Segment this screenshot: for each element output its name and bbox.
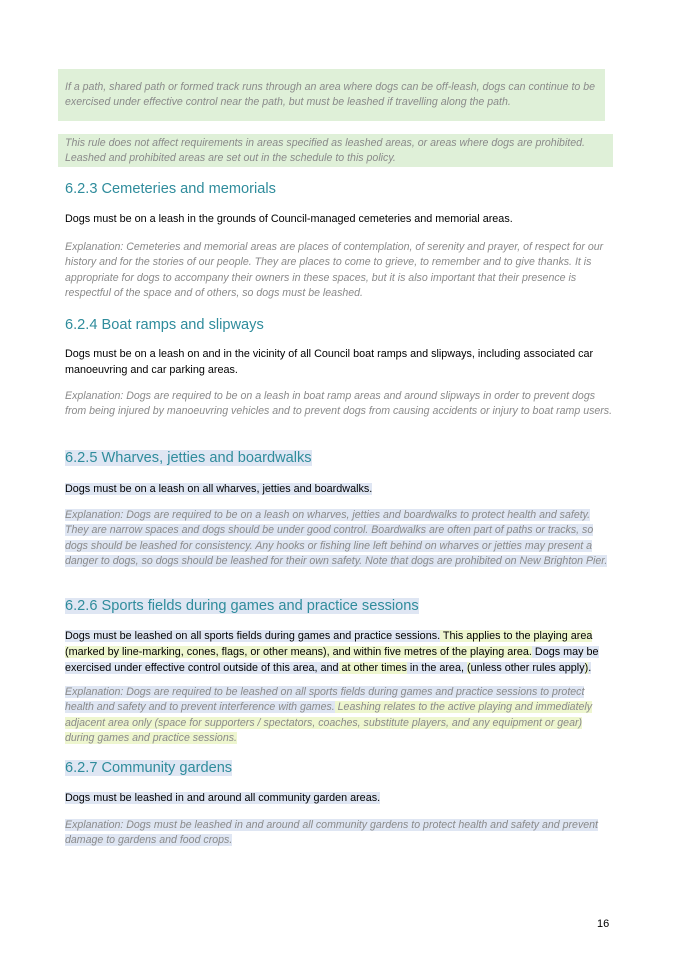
- rule-sports-part-2: This applies to the playing area (marked by line-marking, cones, flags, or other means), and within five metres of the playing area.: [65, 630, 593, 658]
- heading-gardens: [65, 758, 613, 778]
- rule-sports: [65, 628, 613, 676]
- explanation-sports: [65, 685, 613, 746]
- explanation-wharves: [65, 508, 613, 569]
- explanation-cemeteries: Explanation: Cemeteries and memorial areas are places of contemplation, of serenity and prayer, of respect for our history and for the stories of our people. They are places to come to grieve, to remember and to give thanks. It is appropriate for dogs to accompany their owners in these spaces, but it is also important that their presence is respectful of the space and of others, so dogs must be leashed.: [65, 241, 604, 299]
- rule-boat-ramps: Dogs must be on a leash on and in the vicinity of all Council boat ramps and slipways, including associated car manoeuvring and car parking areas.: [65, 348, 594, 376]
- heading-sports: [65, 596, 613, 616]
- heading-wharves-text: 6.2.5 Wharves, jetties and boardwalks: [65, 450, 312, 466]
- path-note: If a path, shared path or formed track runs through an area where dogs can be off-leash, dogs can continue to be exercised under effective control near the path, but must be leashed if travelling along the path.: [65, 81, 596, 109]
- explanation-sports-part-1: Explanation: Dogs are required to be leashed on all sports fields during games and practice sessions to protect health and safety and to prevent interference with games.: [65, 686, 585, 714]
- rule-sports-part-5: in the area,: [406, 662, 467, 674]
- rule-gardens-text: Dogs must be leashed in and around all community garden areas.: [65, 792, 381, 804]
- explanation-wharves-text: Explanation: Dogs are required to be on a leash on wharves, jetties and boardwalks to protect health and safety. They are narrow spaces and dogs should be under good control. Boardwalks are often part of paths or tracks, so dogs should be leashed for consistency. Any hooks or fishing line left behind on wharves or jetties may present a danger to dogs, so dogs should be leashed for their own safety. Note that dogs are prohibited on New Brighton Pier.: [65, 509, 608, 567]
- rule-wharves-text: Dogs must be on a leash on all wharves, jetties and boardwalks.: [65, 483, 373, 495]
- rule-sports-part-4: at other times: [338, 662, 407, 674]
- heading-boat-ramps: 6.2.4 Boat ramps and slipways: [65, 317, 264, 333]
- rule-sports-part-3: Dogs may be exercised under effective control outside of this area, and: [65, 646, 599, 674]
- explanation-gardens: [65, 818, 613, 849]
- heading-wharves: [65, 448, 613, 468]
- rule-sports-part-1: Dogs must be leashed on all sports fields during games and practice sessions.: [65, 630, 441, 642]
- heading-gardens-text: 6.2.7 Community gardens: [65, 760, 233, 776]
- explanation-gardens-text: Explanation: Dogs must be leashed in and around all community gardens to protect health and safety and prevent damage to gardens and food crops.: [65, 819, 598, 847]
- rule-sports-part-7: unless other rules apply: [470, 662, 585, 674]
- rule-wharves: [65, 481, 613, 497]
- heading-cemeteries: 6.2.3 Cemeteries and memorials: [65, 181, 276, 197]
- page-number: 16: [597, 918, 610, 930]
- rule-sports-part-8: ): [584, 662, 589, 674]
- leashed-note: This rule does not affect requirements in areas specified as leashed areas, or areas where dogs are prohibited. Leashed and prohibited areas are set out in the schedule to this policy.: [65, 137, 585, 165]
- rule-gardens: [65, 790, 613, 806]
- rule-sports-part-6: (: [466, 662, 471, 674]
- rule-sports-part-9: .: [588, 662, 592, 674]
- explanation-boat-ramps: Explanation: Dogs are required to be on a leash in boat ramp areas and around slipways in order to prevent dogs from being injured by manoeuvring vehicles and to prevent dogs from causing accidents or injury to boat ramp users.: [65, 390, 613, 418]
- explanation-sports-part-2: Leashing relates to the active playing and immediately adjacent area only (space for supporters / spectators, coaches, substitute players, and any equipment or gear) during games and practice sessions.: [65, 701, 593, 744]
- heading-sports-text: 6.2.6 Sports fields during games and practice sessions: [65, 598, 419, 614]
- rule-cemeteries: Dogs must be on a leash in the grounds of Council-managed cemeteries and memorial areas.: [65, 213, 513, 225]
